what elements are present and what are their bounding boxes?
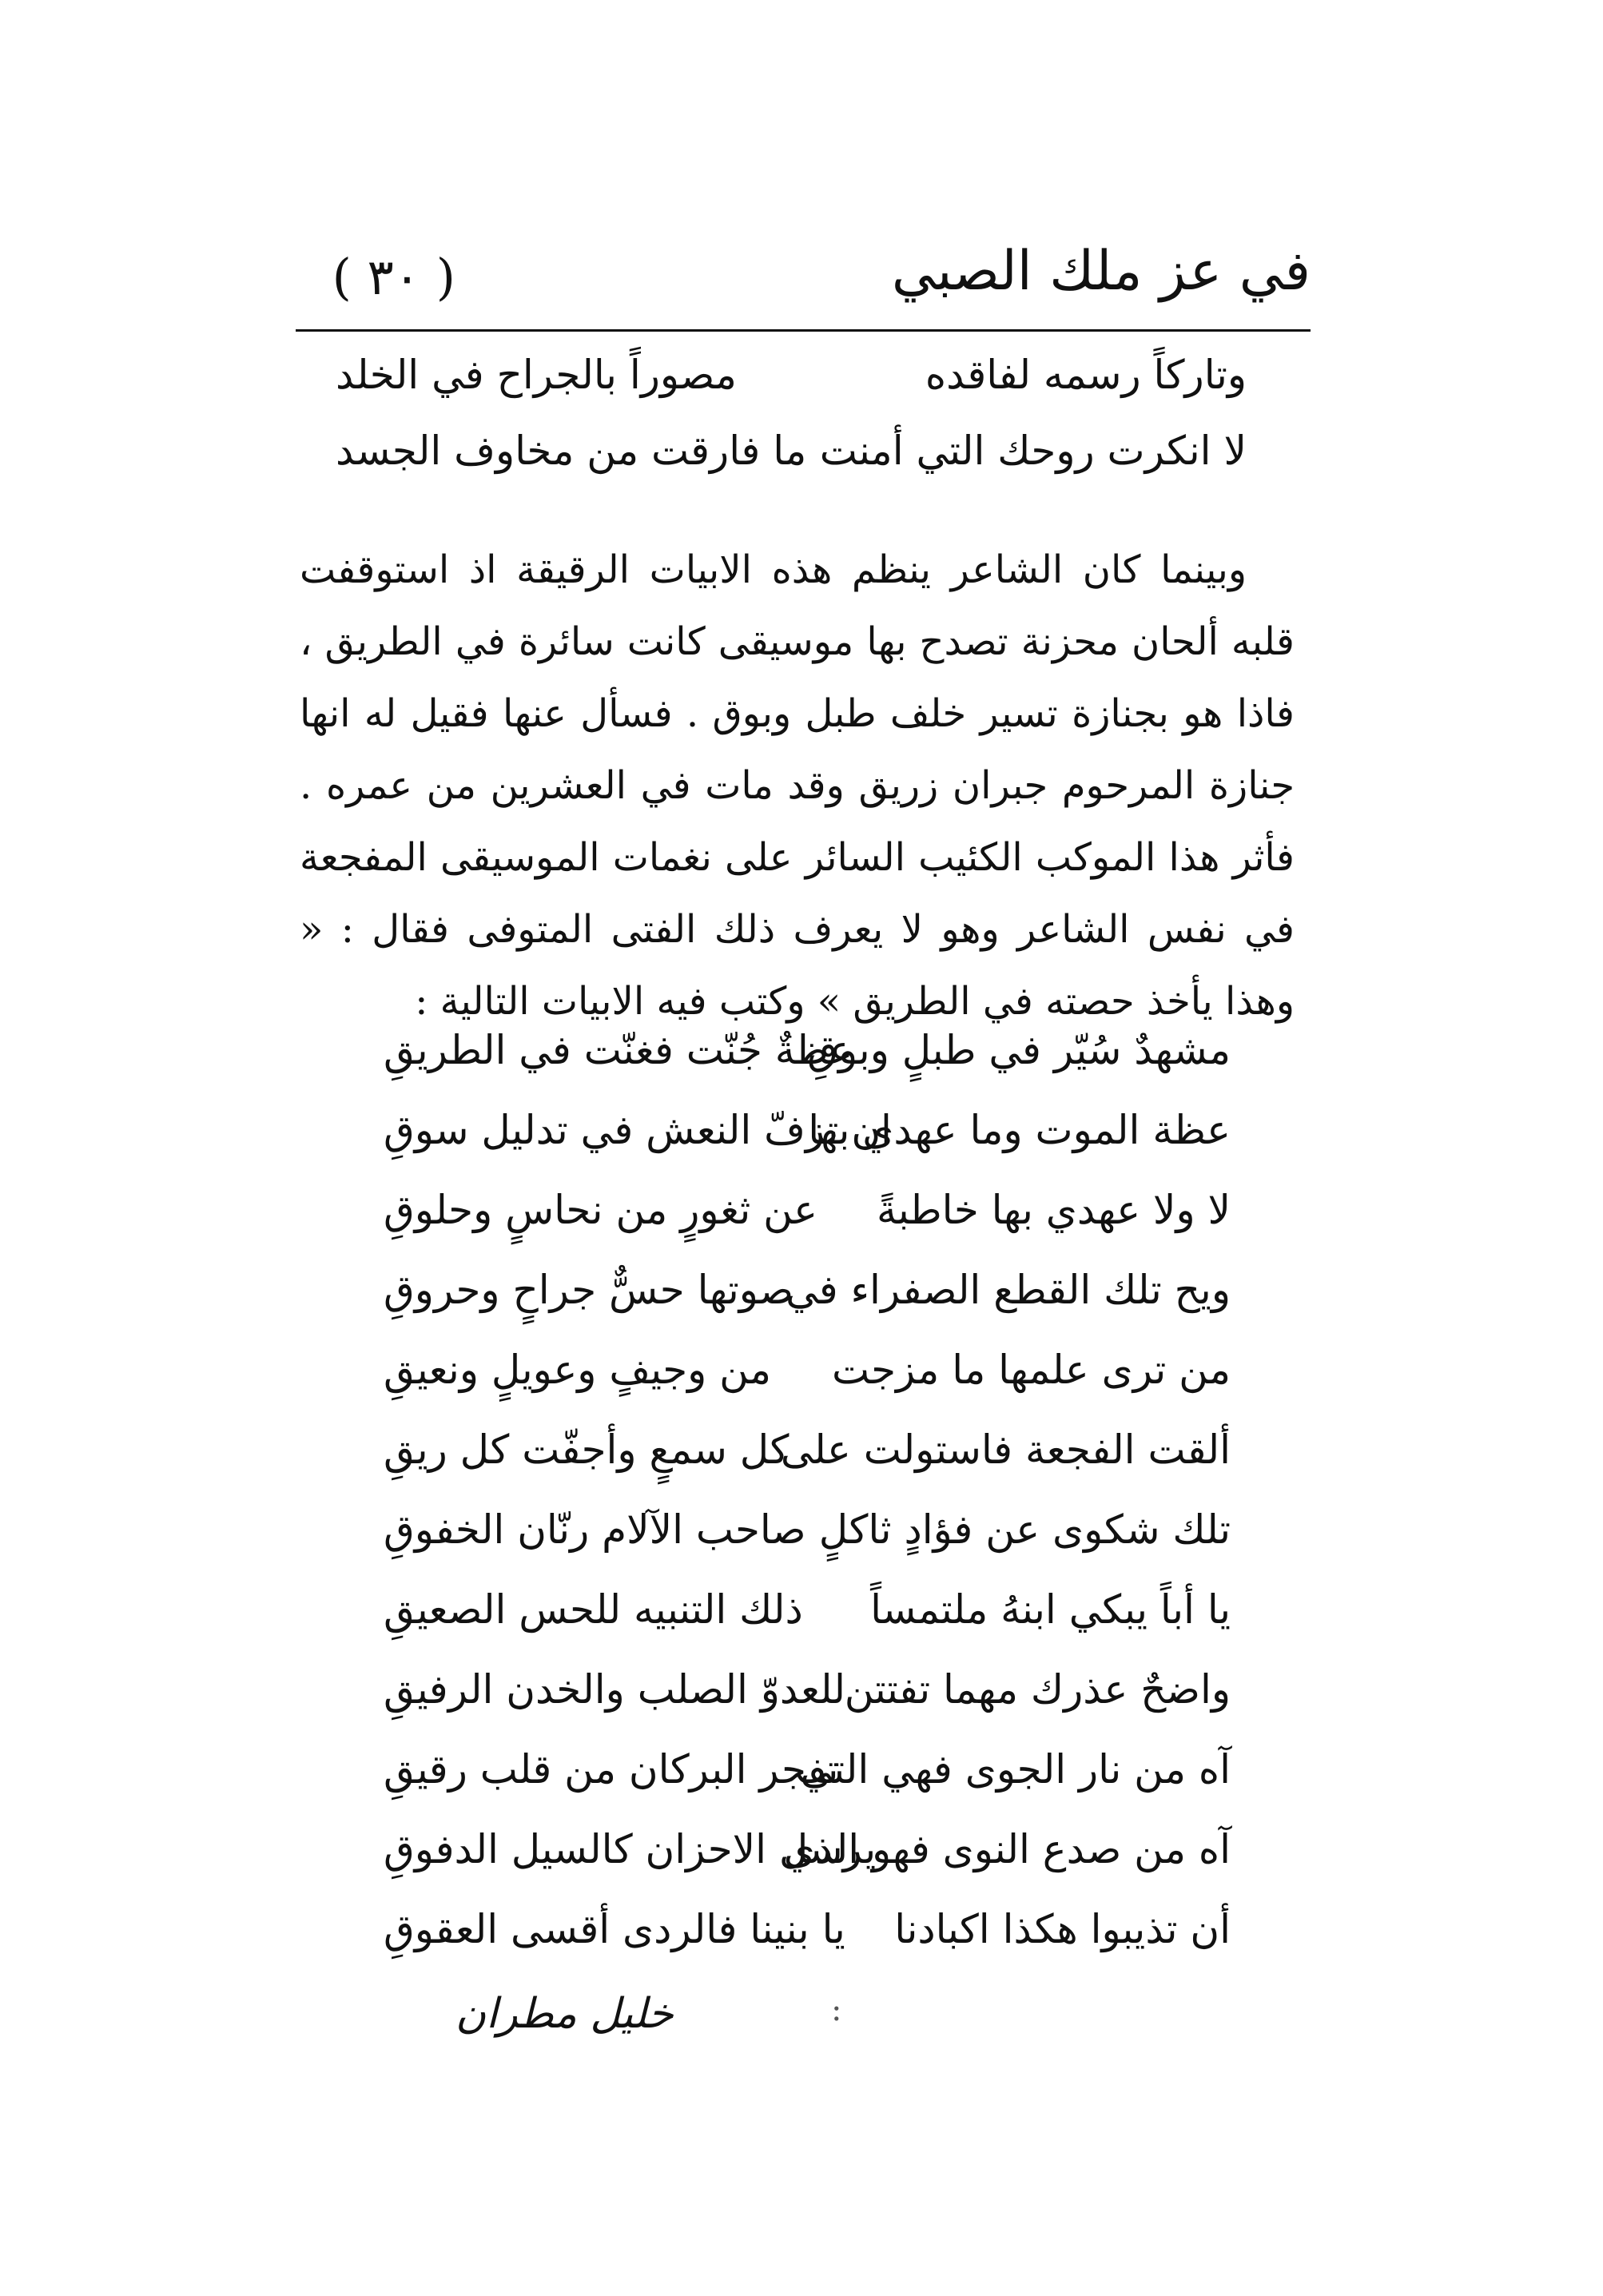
running-title: في عز ملك الصبي [891, 240, 1311, 303]
poem-verse-row [384, 1506, 1247, 1570]
verse-second-hemistich: تفجر البركان من قلب رقيقِ [384, 1746, 839, 1793]
verse-first-hemistich: يا أباً يبكي ابنهُ ملتمساً [870, 1586, 1231, 1633]
verse-first-hemistich: ألقت الفجعة فاستولت على [780, 1427, 1231, 1473]
header-divider [296, 329, 1311, 332]
verse-second-hemistich: عظةٌ جُنّت فغنّت في الطريقِ [384, 1027, 853, 1073]
poem-verse-row [384, 1187, 1247, 1251]
intro-verse-row [304, 428, 1303, 491]
intro-verse-row [304, 352, 1303, 416]
poem-verse-row [384, 1267, 1247, 1331]
verse-second-hemistich: ذلك التنبيه للحس الصعيقِ [384, 1586, 803, 1633]
verse-second-hemistich: كل سمعٍ وأجفّت كل ريقِ [384, 1427, 790, 1473]
page-header [296, 240, 1311, 328]
verse-first-hemistich: لا ولا عهدي بها خاطبةً [876, 1187, 1231, 1233]
poem-verse-row [384, 1027, 1247, 1091]
poem-verse-row [384, 1906, 1247, 1970]
verse-second-hemistich: مصوراً بالجراح في الخلد [336, 352, 737, 398]
poem-verse-row [384, 1107, 1247, 1171]
verse-first-hemistich: واضحٌ عذرك مهما تفتتن [844, 1666, 1231, 1713]
verse-first-hemistich: أن تذيبوا هكذا اكبادنا [894, 1906, 1231, 1952]
verse-second-hemistich: صوتها حسٌّ جراحٍ وحروقِ [384, 1267, 794, 1313]
verse-second-hemistich: للعدوّ الصلب والخدن الرفيقِ [384, 1666, 846, 1713]
verse-first-hemistich: لا انكرت روحك التي أمنت [819, 428, 1247, 474]
verse-second-hemistich: صاحب الآلام رنّان الخفوقِ [384, 1506, 806, 1553]
prose-text: وبينما كان الشاعر ينظم هذه الابيات الرقيقة اذ استوقفت قلبه ألحان محزنة تصدح بها موسيقى كانت سائرة في الطريق ، فاذا هو بجنازة تسير خلف طبل وبوق . فسأل عنها فقيل له انها جنازة المرحوم جبران زريق وقد مات في العشرين من عمره . فأثر هذا الموكب الكئيب السائر على نغمات الموسيقى المفجعة في نفس الشاعر وهو لا يعرف ذلك الفتى المتوفى فقال : « وهذا يأخذ حصته في الطريق » وكتب فيه الابيات التالية : [300, 547, 1295, 1024]
verse-second-hemistich: ان تزفّ النعش في تدليل سوقِ [384, 1107, 892, 1153]
poem-verse-row [384, 1427, 1247, 1490]
verse-second-hemistich: عن ثغورٍ من نحاسٍ وحلوقِ [384, 1187, 818, 1233]
poem-verse-row [384, 1746, 1247, 1810]
page-number: ( ٣٠ ) [332, 248, 455, 306]
verse-first-hemistich: عظة الموت وما عهدي بها [808, 1107, 1231, 1153]
poem-verse-row [384, 1586, 1247, 1650]
verse-first-hemistich: تلك شكوى عن فؤادٍ ثاكلٍ [818, 1506, 1231, 1553]
verse-first-hemistich: مشهدٌ سُيّر في طبلٍ وبوقِ [807, 1027, 1231, 1073]
verse-first-hemistich: آه من نار الجوى فهي التي [800, 1746, 1231, 1793]
verse-first-hemistich: ويح تلك القطع الصفراء في [786, 1267, 1231, 1313]
prose-paragraph [300, 534, 1295, 1037]
signature-mark: : [831, 1992, 842, 2028]
verse-first-hemistich: وتاركاً رسمه لفاقده [925, 352, 1247, 398]
poem-verse-row [384, 1347, 1247, 1411]
verse-second-hemistich: من وجيفٍ وعويلٍ ونعيقِ [384, 1347, 771, 1393]
verse-second-hemistich: يرسل الاحزان كالسيل الدفوقِ [384, 1826, 877, 1872]
verse-second-hemistich: يا بنينا فالردى أقسى العقوقِ [384, 1906, 845, 1952]
verse-first-hemistich: من ترى علمها ما مزجت [831, 1347, 1231, 1393]
verse-first-hemistich: آه من صدع النوى فهو الذي [783, 1826, 1231, 1872]
poem-verse-row [384, 1826, 1247, 1890]
verse-second-hemistich: ما فارقت من مخاوف الجسد [336, 428, 807, 474]
poem-verse-row [384, 1666, 1247, 1730]
author-signature: خليل مطران [455, 1990, 674, 2038]
